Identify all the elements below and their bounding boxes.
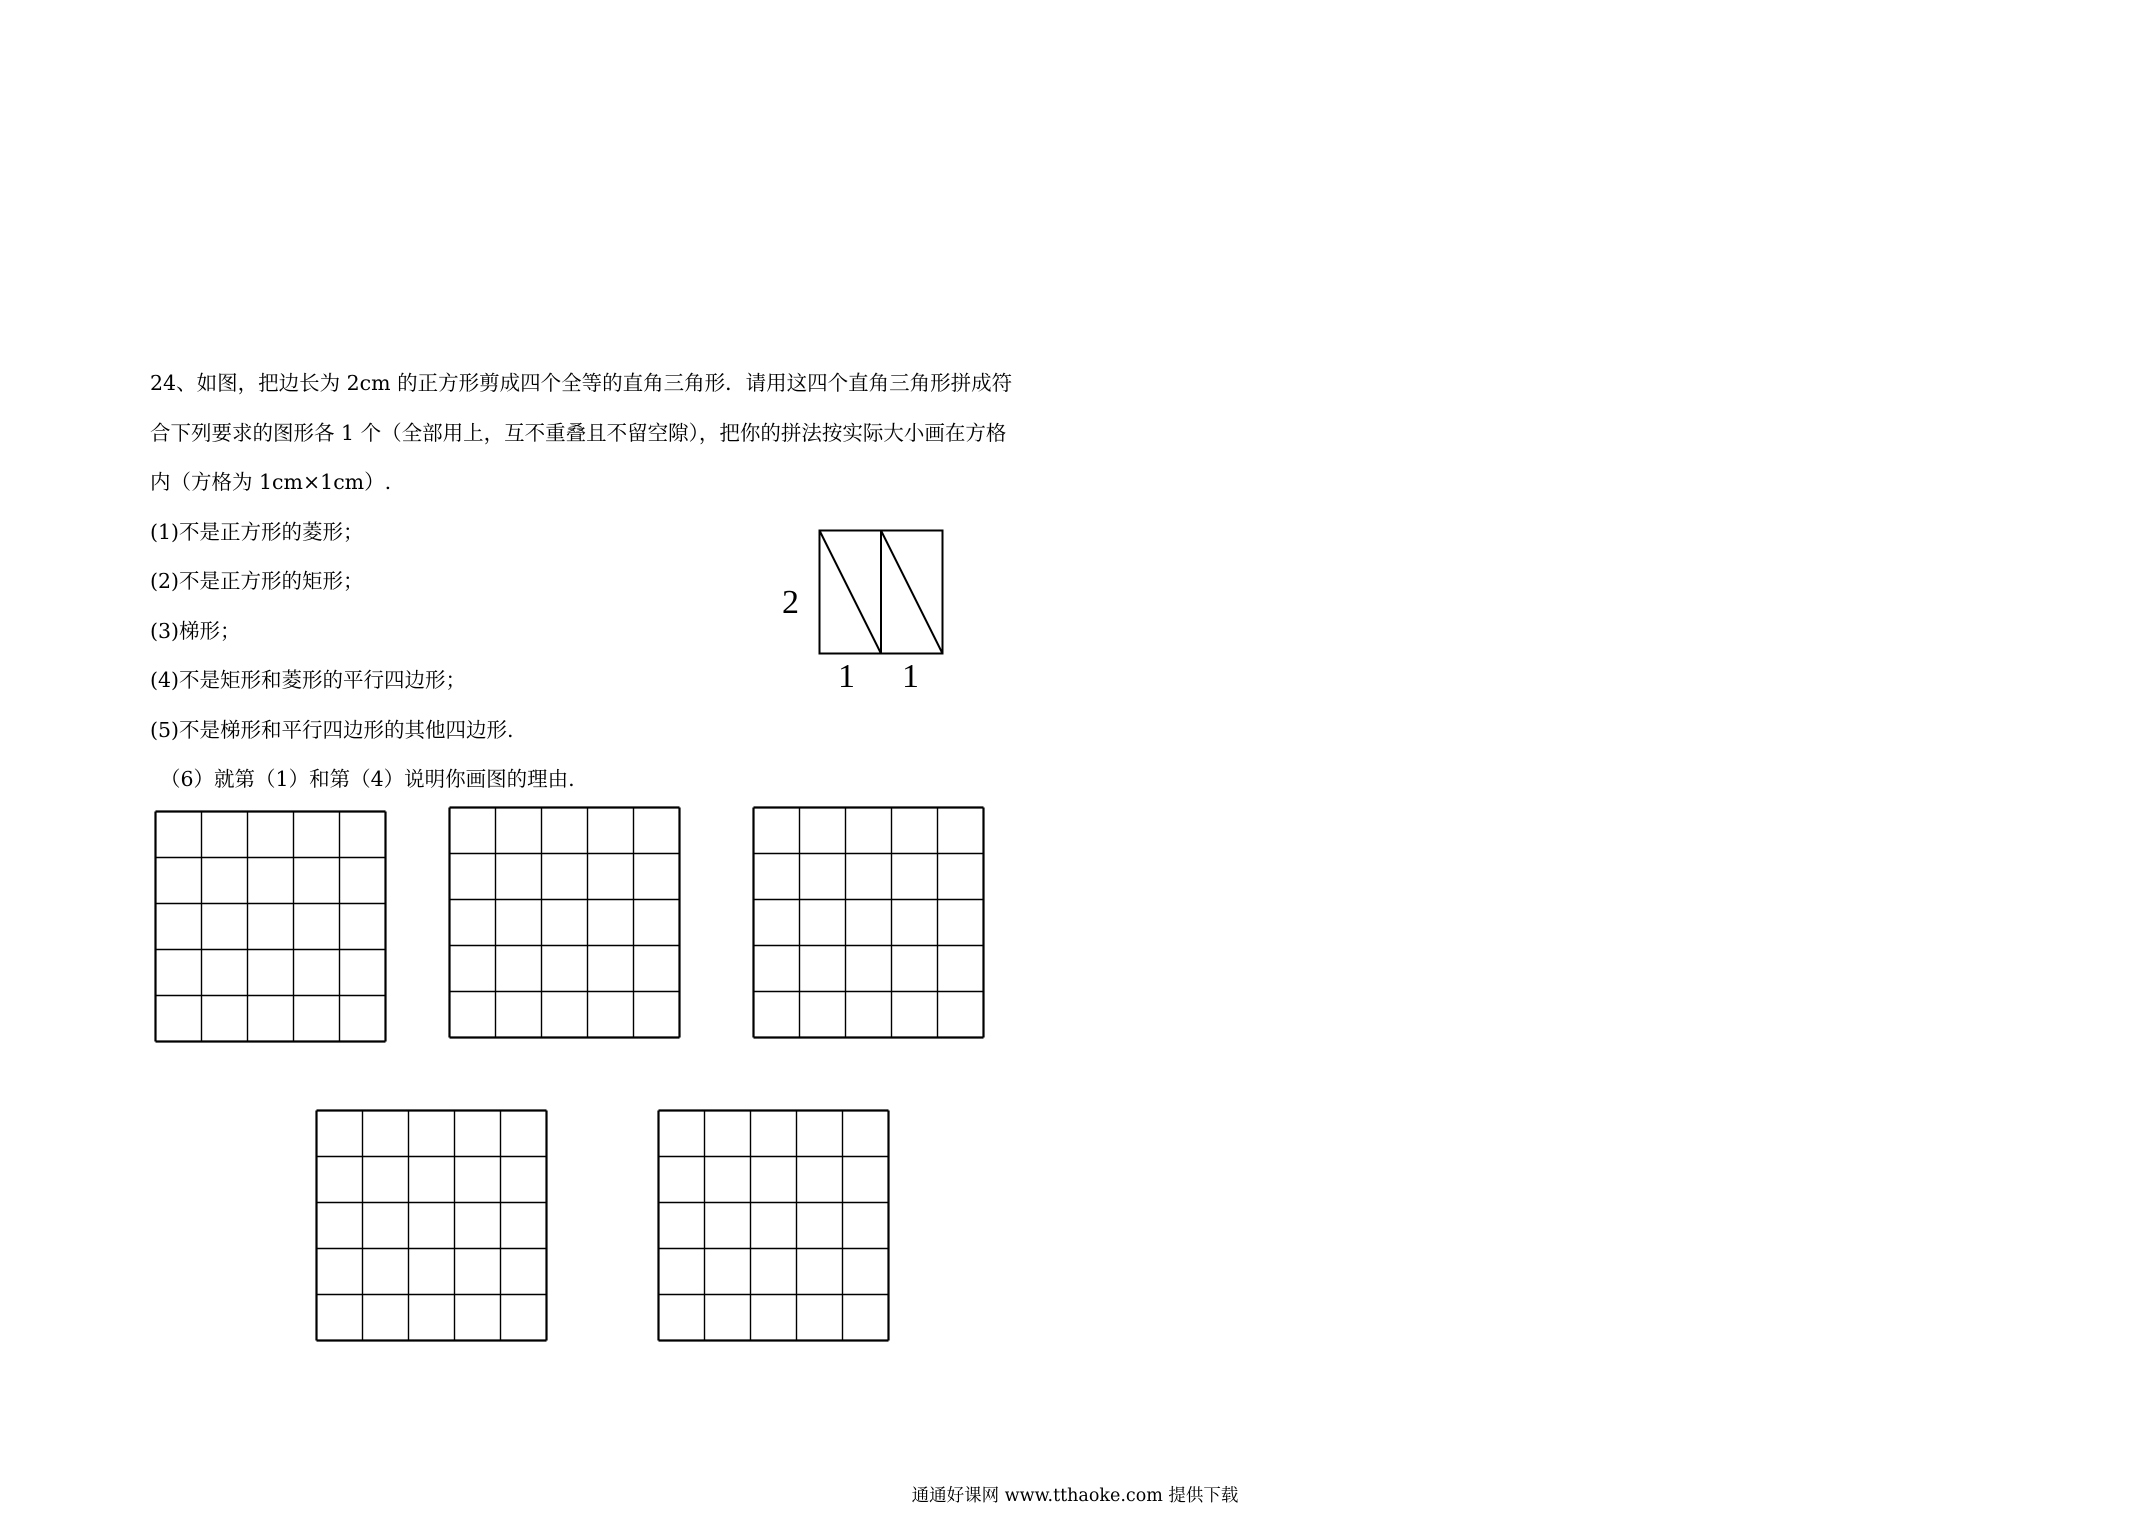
problem-intro-line-3: 内（方格为 1cm×1cm）. [150,470,392,494]
item-3: (3)梯形； [150,619,241,643]
footer-credit: 通通好课网 www.tthaoke.com 提供下载 [911,1486,1239,1506]
grid-lines [752,806,985,1039]
problem-intro-line-1: 24、如图，把边长为 2cm 的正方形剪成四个全等的直角三角形．请用这四个直角三角形拼成符 [150,371,1013,395]
left-diagonal-cut [820,531,882,654]
grid-lines [154,810,387,1043]
answer-grid-1[interactable] [154,810,387,1043]
answer-grid-5[interactable] [657,1109,890,1342]
bottom-label-left: 1 [838,658,855,695]
item-6: （6）就第（1）和第（4）说明你画图的理由. [160,767,575,791]
item-4: (4)不是矩形和菱形的平行四边形； [150,668,467,692]
item-2: (2)不是正方形的矩形； [150,569,364,593]
item-1: (1)不是正方形的菱形； [150,520,364,544]
grid-lines [657,1109,890,1342]
right-diagonal-cut [881,531,943,654]
answer-grid-4[interactable] [315,1109,548,1342]
grid-lines [315,1109,548,1342]
answer-grid-2[interactable] [448,806,681,1039]
answer-grid-3[interactable] [752,806,985,1039]
item-5: (5)不是梯形和平行四边形的其他四边形. [150,718,514,742]
side-length-label: 2 [782,584,799,621]
problem-intro-line-2: 合下列要求的图形各 1 个（全部用上，互不重叠且不留空隙），把你的拼法按实际大小画在方格 [150,421,1007,445]
grid-lines [448,806,681,1039]
cut-square-diagram [818,529,946,657]
bottom-label-right: 1 [902,658,919,695]
